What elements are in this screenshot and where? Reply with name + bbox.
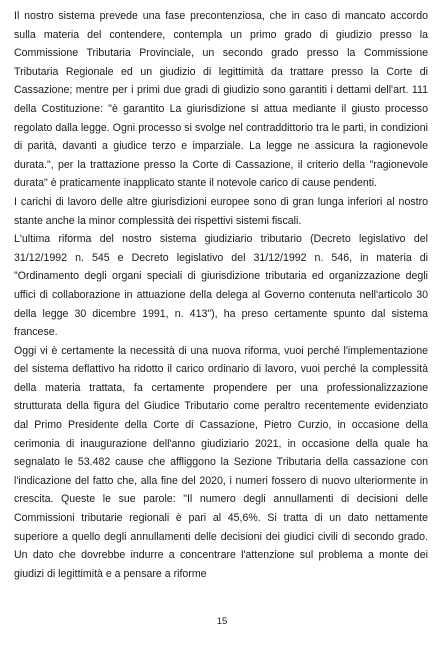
paragraph-1: Il nostro sistema prevede una fase precontenziosa, che in caso di mancato accordo sulla materia del contendere, contempla un primo grado di giudizio presso la Commissione Tributaria Provinciale, un secondo grado presso la Commissione Tributaria Regionale ed un giudizio di legittimità da trattare presso la Corte di Cassazione; mentre per i primi due gradi di giudizio sono garantiti i dettami dell'art. 111 della Costituzione: "è garantito La giurisdizione si attua mediante il giusto processo regolato dalla legge. Ogni processo si svolge nel contraddittorio tra le parti, in condizioni di parità, davanti a giudice terzo e imparziale. La legge ne assicura la ragionevole durata.", per la trattazione presso la Corte di Cassazione, il criterio della "ragionevole durata" è praticamente inapplicato stante il notevole carico di cause pendenti. xyxy=(14,10,428,190)
paragraph-3: L'ultima riforma del nostro sistema giudiziario tributario (Decreto legislativo del 31/12/1992 n. 545 e Decreto legislativo del 31/12/1992 n. 546, in materia di "Ordinamento degli organi speciali di giurisdizione tributaria ed organizzazione degli uffici di collaborazione in attuazione della delega al Governo contenuta nell'articolo 30 della legge 30 dicembre 1991, n. 413"), ha preso certamente spunto dal sistema francese. xyxy=(14,233,428,339)
body-text xyxy=(14,7,428,583)
paragraph-2: I carichi di lavoro delle altre giurisdizioni europee sono di gran lunga inferiori al nostro stante anche la minor complessità dei rispettivi sistemi fiscali. xyxy=(14,195,428,227)
page-number: 15 xyxy=(216,616,228,627)
paragraph-4: Oggi vi è certamente la necessità di una nuova riforma, vuoi perché l'implementazione del sistema deflattivo ha ridotto il carico ordinario di lavoro, vuoi perché la complessità della materia trattata, fa certamente propendere per una professionalizzazione strutturata della figura del Giudice Tributario come peraltro recentemente evidenziato dal Primo Presidente della Corte di Cassazione, Pietro Curzio, in occasione della cerimonia di inaugurazione dell'anno giudiziario 2021, in occasione della quale ha segnalato le 53.482 cause che affliggono la Sezione Tributaria della cassazione con l'indicazione del fatto che, alla fine del 2020, i numeri fossero di nuovo ulteriormente in crescita. Queste le sue parole: "Il numero degli annullamenti di decisioni delle Commissioni tributarie regionali è pari al 45,6%. Si tratta di un dato nettamente superiore a quello degli annullamenti delle decisioni dei giudici civili di secondo grado. Un dato che dovrebbe indurre a concentrare l'attenzione sul problema a monte dei giudizi di legittimità e a pensare a riforme xyxy=(14,344,428,580)
